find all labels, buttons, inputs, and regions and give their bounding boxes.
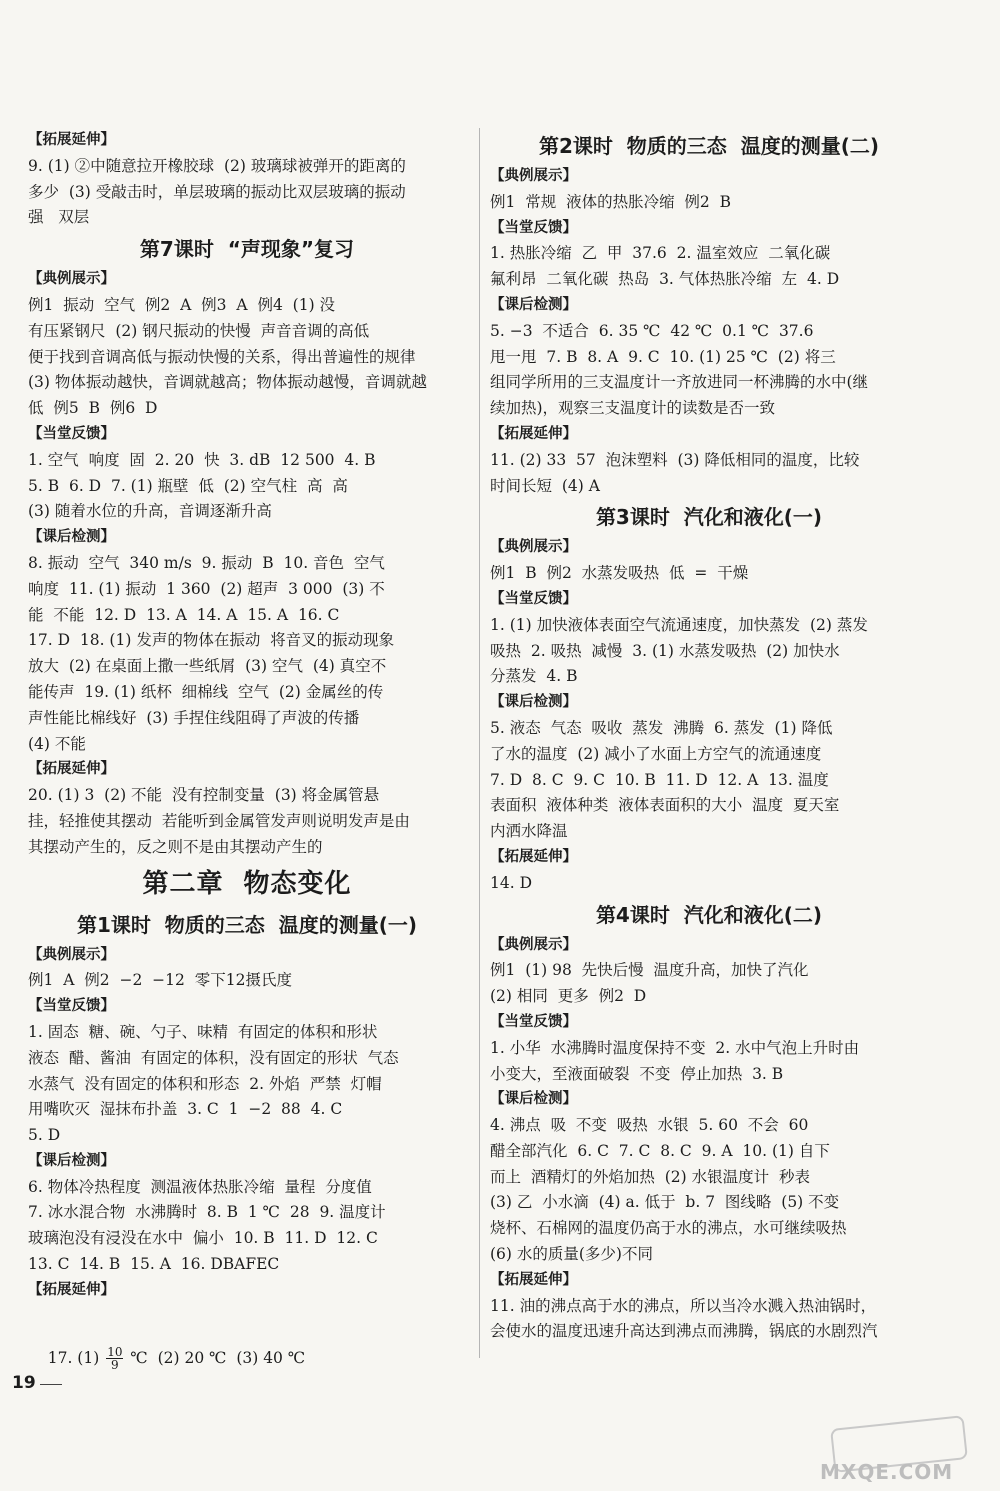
answer-block	[28, 551, 466, 757]
watermark-text: MXQE.COM	[820, 1460, 954, 1484]
answer-block	[490, 190, 928, 216]
answer-line: 多少 (3) 受敲击时，单层玻璃的振动比双层玻璃的振动	[28, 182, 406, 201]
answer-line: (3) 乙 小水滴 (4) a. 低于 b. 7 图线略 (5) 不变	[490, 1193, 840, 1212]
answer-line: 17. D 18. (1) 发声的物体在振动 将音叉的振动现象	[28, 631, 395, 650]
lesson-title: 第1课时 物质的三态 温度的测量(一)	[76, 912, 418, 937]
lesson-title: 第3课时 汽化和液化(一)	[595, 505, 823, 530]
lesson-title: 第7课时 “声现象”复习	[139, 237, 355, 262]
section-tag: 【拓展延伸】	[490, 425, 577, 442]
answer-line: 氟利昂 二氧化碳 热岛 3. 气体热胀冷缩 左 4. D	[490, 270, 840, 289]
answer-line: 1. 固态 糖、碗、勺子、味精 有固定的体积和形状	[28, 1022, 378, 1041]
answer-block	[28, 293, 466, 422]
answer-line: 响度 11. (1) 振动 1 360 (2) 超声 3 000 (3) 不	[28, 579, 385, 598]
watermark	[812, 1422, 972, 1482]
answer-block	[490, 1294, 928, 1346]
answer-line: 8. 振动 空气 340 m/s 9. 振动 B 10. 音色 空气	[28, 553, 385, 572]
answer-line: 例1 A 例2 −2 −12 零下12摄氏度	[28, 971, 292, 990]
section-tag: 【拓展延伸】	[28, 1281, 115, 1298]
section-tag: 【拓展延伸】	[28, 132, 115, 148]
section-tag: 【课后检测】	[28, 1152, 115, 1169]
answer-line: 9. (1) ②中随意拉开橡胶球 (2) 玻璃球被弹开的距离的	[28, 156, 406, 175]
fraction	[106, 1346, 123, 1371]
answer-line: 声性能比棉线好 (3) 手捏住线阻碍了声波的传播	[28, 708, 360, 727]
fraction-denominator: 9	[111, 1358, 119, 1373]
fraction-numerator: 10	[107, 1345, 123, 1360]
answer-line: 11. 油的沸点高于水的沸点，所以当冷水溅入热油锅时，	[490, 1296, 877, 1315]
section-tag: 【当堂反馈】	[490, 590, 577, 607]
answer-line: 用嘴吹灭 湿抹布扑盖 3. C 1 −2 88 4. C	[28, 1100, 343, 1119]
page-number: 19	[12, 1373, 36, 1393]
section-tag: 【拓展延伸】	[28, 761, 115, 778]
answer-line: 分蒸发 4. B	[490, 667, 578, 686]
section-tag: 【当堂反馈】	[28, 425, 115, 442]
fraction-answer-line	[28, 1304, 466, 1373]
answer-line: (4) 不能	[28, 734, 86, 753]
answer-line: 表面积 液体种类 液体表面积的大小 温度 夏天室	[490, 796, 840, 815]
answer-line: 1. 空气 响度 固 2. 20 快 3. dB 12 500 4. B	[28, 450, 376, 469]
answer-line: 7. 冰水混合物 水沸腾时 8. B 1 ℃ 28 9. 温度计	[28, 1203, 386, 1222]
answer-line: 醋全部汽化 6. C 7. C 8. C 9. A 10. (1) 自下	[490, 1141, 830, 1160]
answer-block	[490, 319, 928, 422]
answer-block	[490, 1036, 928, 1088]
answer-line: 6. 物体冷热程度 测温液体热胀冷缩 量程 分度值	[28, 1177, 372, 1196]
answer-line: 液态 醋、酱油 有固定的体积，没有固定的形状 气态	[28, 1048, 399, 1067]
answer-line: 11. (2) 33 57 泡沫塑料 (3) 降低相同的温度，比较	[490, 450, 860, 469]
answer-line: (2) 相同 更多 例2 D	[490, 987, 647, 1006]
answer-block	[490, 613, 928, 690]
answer-line: 5. 液态 气态 吸收 蒸发 沸腾 6. 蒸发 (1) 降低	[490, 718, 833, 737]
answer-line: 吸热 2. 吸热 减慢 3. (1) 水蒸发吸热 (2) 加快水	[490, 641, 840, 660]
answer-line: 甩一甩 7. B 8. A 9. C 10. (1) 25 ℃ (2) 将三	[490, 347, 836, 366]
section-tag: 【典例展示】	[490, 539, 577, 556]
answer-line: 例1 常规 液体的热胀冷缩 例2 B	[490, 192, 732, 211]
answer-line: 例1 B 例2 水蒸发吸热 低 = 干燥	[490, 564, 749, 583]
answer-line: 而上 酒精灯的外焰加热 (2) 水银温度计 秒表	[490, 1167, 810, 1186]
section-tag: 【典例展示】	[28, 946, 115, 963]
answer-line: 了水的温度 (2) 减小了水面上方空气的流通速度	[490, 744, 822, 763]
answer-line: (3) 随着水位的升高，音调逐渐升高	[28, 502, 272, 521]
answer-block	[28, 448, 466, 525]
answer-block	[28, 1020, 466, 1149]
answer-line: 其摆动产生的，反之则不是由其摆动产生的	[28, 837, 323, 856]
answer-line: 内洒水降温	[490, 822, 568, 841]
answer-line: 5. −3 不适合 6. 35 ℃ 42 ℃ 0.1 ℃ 37.6	[490, 321, 814, 340]
answer-block	[490, 561, 928, 587]
answer-block	[28, 1175, 466, 1278]
section-tag: 【当堂反馈】	[490, 1013, 577, 1030]
answer-line: 便于找到音调高低与振动快慢的关系，得出普遍性的规律	[28, 347, 416, 366]
answer-line: 1. 热胀冷缩 乙 甲 37.6 2. 温室效应 二氧化碳	[490, 244, 831, 263]
section-tag: 【课后检测】	[490, 1091, 577, 1108]
section-tag: 【典例展示】	[490, 936, 577, 953]
answer-line: 会使水的温度迅速升高达到沸点而沸腾，锅底的水剧烈汽	[490, 1322, 878, 1341]
answer-line: 烧杯、石棉网的温度仍高于水的沸点，水可继续吸热	[490, 1219, 847, 1238]
answer-line: 能传声 19. (1) 纸杯 细棉线 空气 (2) 金属丝的传	[28, 682, 384, 701]
answer-line: 1. 小华 水沸腾时温度保持不变 2. 水中气泡上升时由	[490, 1038, 860, 1057]
answer-line: 1. (1) 加快液体表面空气流通速度，加快蒸发 (2) 蒸发	[490, 615, 868, 634]
section-tag: 【拓展延伸】	[490, 1271, 577, 1288]
answer-suffix: ℃ (2) 20 ℃ (3) 40 ℃	[125, 1348, 306, 1367]
answer-line: 能 不能 12. D 13. A 14. A 15. A 16. C	[28, 605, 340, 624]
answer-line: 玻璃泡没有浸没在水中 偏小 10. B 11. D 12. C	[28, 1229, 378, 1248]
section-tag: 【当堂反馈】	[28, 998, 115, 1015]
answer-block	[28, 783, 466, 860]
answer-line: 强 双层	[28, 208, 90, 227]
column-divider	[479, 128, 480, 1358]
section-tag: 【拓展延伸】	[490, 848, 577, 865]
section-tag: 【典例展示】	[28, 271, 115, 288]
answer-line: 续加热)，观察三支温度计的读数是否一致	[490, 399, 776, 418]
left-column	[28, 128, 466, 1373]
lesson-title: 第4课时 汽化和液化(二)	[595, 902, 823, 927]
answer-line: 组同学所用的三支温度计一齐放进同一杯沸腾的水中(继	[490, 373, 869, 392]
answer-line: (3) 物体振动越快，音调就越高；物体振动越慢，音调就越	[28, 373, 427, 392]
answer-block	[490, 448, 928, 500]
section-tag: 【课后检测】	[490, 694, 577, 711]
answer-line: 时间长短 (4) A	[490, 476, 600, 495]
section-tag: 【典例展示】	[490, 168, 577, 184]
answer-line: 例1 振动 空气 例2 A 例3 A 例4 (1) 没	[28, 295, 336, 314]
answer-line: 低 例5 B 例6 D	[28, 399, 158, 418]
chapter-title: 第二章 物态变化	[142, 868, 352, 899]
section-tag: 【课后检测】	[28, 529, 115, 546]
answer-line: 14. D	[490, 873, 533, 892]
answer-line: 有压紧钢尺 (2) 钢尺振动的快慢 声音音调的高低	[28, 321, 370, 340]
answer-line: 挂，轻推使其摆动 若能听到金属管发声则说明发声是由	[28, 811, 410, 830]
answer-line: 20. (1) 3 (2) 不能 没有控制变量 (3) 将金属管悬	[28, 786, 380, 805]
answer-block	[490, 241, 928, 293]
answer-line: 例1 (1) 98 先快后慢 温度升高，加快了汽化	[490, 961, 809, 980]
answer-line: 水蒸气 没有固定的体积和形态 2. 外焰 严禁 灯帽	[28, 1074, 382, 1093]
right-column	[490, 128, 928, 1345]
answer-block	[490, 716, 928, 845]
lesson-title: 第2课时 物质的三态 温度的测量(二)	[538, 134, 880, 158]
answer-line: 5. D	[28, 1126, 61, 1145]
answer-block	[490, 958, 928, 1010]
section-tag: 【当堂反馈】	[490, 219, 577, 236]
page-number-dash	[40, 1384, 62, 1385]
answer-line: 放大 (2) 在桌面上撒一些纸屑 (3) 空气 (4) 真空不	[28, 657, 387, 676]
answer-block	[490, 1113, 928, 1268]
answer-prefix: 17. (1)	[47, 1348, 105, 1367]
answer-line: 5. B 6. D 7. (1) 瓶壁 低 (2) 空气柱 高 高	[28, 476, 348, 495]
answer-line: 小变大，至液面破裂 不变 停止加热 3. B	[490, 1064, 784, 1083]
section-tag: 【课后检测】	[490, 296, 577, 313]
answer-line: (6) 水的质量(多少)不同	[490, 1245, 653, 1264]
answer-block	[28, 968, 466, 994]
answer-line: 4. 沸点 吸 不变 吸热 水银 5. 60 不会 60	[490, 1116, 809, 1135]
answer-line: 7. D 8. C 9. C 10. B 11. D 12. A 13. 温度	[490, 770, 829, 789]
answer-block	[490, 871, 928, 897]
answer-line: 13. C 14. B 15. A 16. DBAFEC	[28, 1255, 280, 1274]
answer-block	[28, 154, 466, 231]
